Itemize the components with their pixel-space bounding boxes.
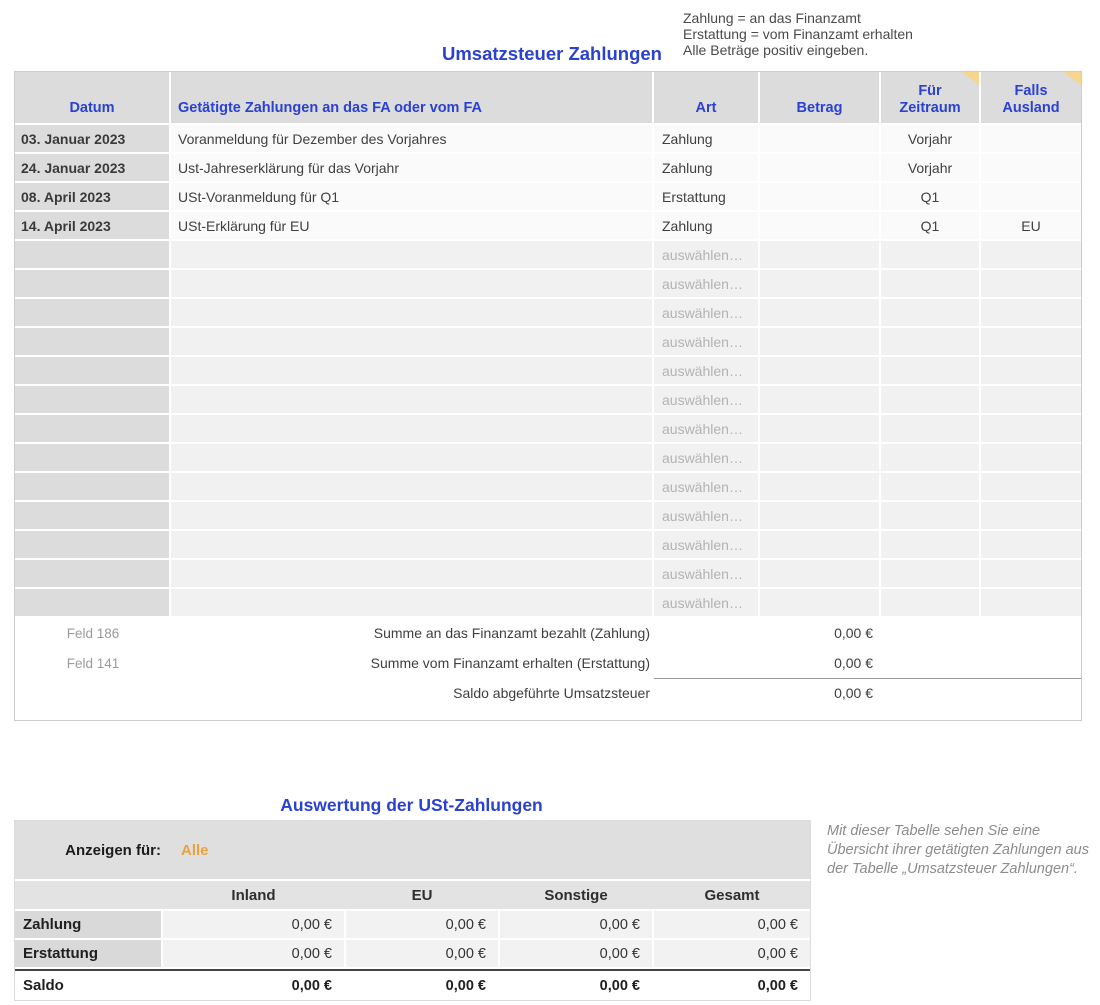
auswertung-value-eu: 0,00 €	[346, 911, 498, 938]
comment-indicator-icon[interactable]	[1064, 72, 1081, 85]
legend-line-betraege: Alle Beträge positiv eingeben.	[683, 42, 869, 58]
cell-zeitraum-dropdown[interactable]	[881, 502, 979, 529]
cell-ausland-dropdown[interactable]	[981, 473, 1081, 500]
cell-ausland-dropdown[interactable]	[981, 357, 1081, 384]
cell-beschreibung[interactable]	[171, 560, 652, 587]
summary-row-label: Saldo abgeführte Umsatzsteuer	[453, 685, 650, 701]
cell-datum[interactable]	[15, 328, 169, 355]
cell-art-dropdown[interactable]: auswählen…	[654, 473, 758, 500]
cell-betrag[interactable]	[760, 415, 879, 442]
table-row	[15, 560, 1081, 587]
cell-betrag[interactable]	[760, 183, 879, 210]
table-row	[15, 212, 1081, 239]
table-row	[15, 415, 1081, 442]
ust-table-header-row	[15, 72, 1081, 123]
filter-label: Anzeigen für:	[65, 841, 161, 859]
table-row	[15, 183, 1081, 210]
comment-indicator-icon[interactable]	[962, 72, 979, 85]
header-ausland: Falls Ausland	[981, 72, 1081, 123]
cell-beschreibung[interactable]	[171, 589, 652, 616]
cell-art-dropdown[interactable]: Erstattung	[654, 183, 758, 210]
cell-betrag[interactable]	[760, 560, 879, 587]
cell-betrag[interactable]	[760, 386, 879, 413]
auswertung-value-sonstige: 0,00 €	[500, 911, 652, 938]
cell-zeitraum-dropdown[interactable]	[881, 415, 979, 442]
cell-betrag[interactable]	[760, 444, 879, 471]
cell-beschreibung[interactable]	[171, 386, 652, 413]
table-row	[15, 241, 1081, 268]
summary-row	[15, 678, 1081, 708]
cell-beschreibung[interactable]: USt-Erklärung für EU	[171, 212, 652, 239]
cell-datum[interactable]	[15, 241, 169, 268]
auswertung-value-eu: 0,00 €	[346, 940, 498, 967]
table-row	[15, 328, 1081, 355]
summary-row-label: Summe vom Finanzamt erhalten (Erstattung)	[370, 655, 650, 671]
cell-beschreibung[interactable]	[171, 299, 652, 326]
cell-datum[interactable]	[15, 270, 169, 297]
auswertung-value-inland: 0,00 €	[163, 940, 344, 967]
cell-betrag[interactable]	[760, 154, 879, 181]
ust-zahlungen-table	[14, 71, 1082, 721]
table-row	[15, 502, 1081, 529]
auswertung-table-title: Auswertung der USt-Zahlungen	[280, 795, 543, 815]
auswertung-side-note: Mit dieser Tabelle sehen Sie eine Übersicht ihrer getätigten Zahlungen aus der Tabelle „Umsatzsteuer Zahlungen“.	[827, 823, 1089, 878]
cell-art-dropdown[interactable]: auswählen…	[654, 502, 758, 529]
auswertung-value-gesamt: 0,00 €	[654, 971, 810, 1000]
cell-beschreibung[interactable]	[171, 415, 652, 442]
cell-art-dropdown[interactable]: auswählen…	[654, 531, 758, 558]
cell-zeitraum-dropdown[interactable]	[881, 531, 979, 558]
legend-note	[683, 10, 913, 58]
cell-datum[interactable]	[15, 502, 169, 529]
cell-zeitraum-dropdown[interactable]: Q1	[881, 212, 979, 239]
table-row	[15, 531, 1081, 558]
cell-betrag[interactable]	[760, 270, 879, 297]
auswertung-row-label: Erstattung	[15, 940, 161, 967]
cell-datum[interactable]	[15, 357, 169, 384]
cell-art-dropdown[interactable]: auswählen…	[654, 589, 758, 616]
legend-line-erstattung: Erstattung = vom Finanzamt erhalten	[683, 26, 913, 42]
cell-zeitraum-dropdown[interactable]	[881, 299, 979, 326]
table-row	[15, 125, 1081, 152]
cell-datum[interactable]: 14. April 2023	[15, 212, 169, 239]
ust-table-summary	[15, 618, 1081, 708]
table-row	[15, 299, 1081, 326]
cell-zeitraum-dropdown[interactable]	[881, 328, 979, 355]
cell-betrag[interactable]	[760, 357, 879, 384]
cell-zeitraum-dropdown[interactable]: Q1	[881, 183, 979, 210]
cell-ausland-dropdown[interactable]	[981, 183, 1081, 210]
summary-row	[15, 648, 1081, 678]
cell-zeitraum-dropdown[interactable]: Vorjahr	[881, 154, 979, 181]
auswertung-value-sonstige: 0,00 €	[500, 940, 652, 967]
cell-beschreibung[interactable]	[171, 473, 652, 500]
cell-zeitraum-dropdown[interactable]	[881, 270, 979, 297]
cell-ausland-dropdown[interactable]	[981, 154, 1081, 181]
auswertung-row-label: Zahlung	[15, 911, 161, 938]
cell-datum[interactable]	[15, 589, 169, 616]
auswertung-value-gesamt: 0,00 €	[654, 911, 810, 938]
ust-table-title: Umsatzsteuer Zahlungen	[442, 43, 662, 64]
cell-zeitraum-dropdown[interactable]	[881, 241, 979, 268]
header-eu: EU	[411, 886, 433, 904]
table-row	[15, 357, 1081, 384]
cell-ausland-dropdown[interactable]	[981, 531, 1081, 558]
cell-art-dropdown[interactable]: Zahlung	[654, 125, 758, 152]
cell-betrag[interactable]	[760, 212, 879, 239]
auswertung-row-label: Saldo	[15, 971, 161, 1000]
cell-art-dropdown[interactable]: auswählen…	[654, 386, 758, 413]
cell-datum[interactable]: 08. April 2023	[15, 183, 169, 210]
cell-ausland-dropdown[interactable]	[981, 386, 1081, 413]
summary-row-label: Summe an das Finanzamt bezahlt (Zahlung)	[373, 625, 650, 641]
header-zeitraum: Für Zeitraum	[881, 72, 979, 123]
auswertung-row	[15, 940, 810, 967]
header-betrag: Betrag	[760, 72, 879, 123]
cell-datum[interactable]	[15, 444, 169, 471]
cell-datum[interactable]	[15, 299, 169, 326]
cell-ausland-dropdown[interactable]	[981, 444, 1081, 471]
cell-datum[interactable]: 24. Januar 2023	[15, 154, 169, 181]
table-row	[15, 154, 1081, 181]
cell-datum[interactable]	[15, 531, 169, 558]
auswertung-table	[14, 820, 811, 1001]
cell-zeitraum-dropdown[interactable]	[881, 444, 979, 471]
cell-art-dropdown[interactable]: auswählen…	[654, 444, 758, 471]
cell-ausland-dropdown[interactable]	[981, 502, 1081, 529]
saldo-divider-line	[654, 678, 1081, 679]
cell-betrag[interactable]	[760, 299, 879, 326]
cell-ausland-dropdown[interactable]: EU	[981, 212, 1081, 239]
cell-datum[interactable]	[15, 560, 169, 587]
cell-ausland-dropdown[interactable]	[981, 589, 1081, 616]
header-datum: Datum	[15, 72, 169, 123]
summary-feld-label: Feld 186	[66, 625, 120, 641]
cell-beschreibung[interactable]: Ust-Jahreserklärung für das Vorjahr	[171, 154, 652, 181]
cell-zeitraum-dropdown[interactable]	[881, 560, 979, 587]
cell-beschreibung[interactable]	[171, 241, 652, 268]
auswertung-value-gesamt: 0,00 €	[654, 940, 810, 967]
cell-betrag[interactable]	[760, 328, 879, 355]
cell-zeitraum-dropdown[interactable]: Vorjahr	[881, 125, 979, 152]
cell-art-dropdown[interactable]: Zahlung	[654, 212, 758, 239]
cell-datum[interactable]	[15, 473, 169, 500]
cell-ausland-dropdown[interactable]	[981, 415, 1081, 442]
auswertung-table-body	[15, 911, 810, 1000]
summary-feld-label: Feld 141	[66, 655, 120, 671]
header-sonstige: Sonstige	[544, 886, 608, 904]
filter-row	[15, 821, 810, 879]
cell-beschreibung[interactable]	[171, 444, 652, 471]
table-row	[15, 270, 1081, 297]
header-beschreibung: Getätigte Zahlungen an das FA oder vom FA	[171, 72, 652, 123]
auswertung-value-inland: 0,00 €	[163, 911, 344, 938]
cell-ausland-dropdown[interactable]	[981, 299, 1081, 326]
header-gesamt: Gesamt	[704, 886, 760, 904]
cell-beschreibung[interactable]: Voranmeldung für Dezember des Vorjahres	[171, 125, 652, 152]
header-art: Art	[654, 72, 758, 123]
cell-zeitraum-dropdown[interactable]	[881, 357, 979, 384]
cell-datum[interactable]	[15, 386, 169, 413]
cell-beschreibung[interactable]: USt-Voranmeldung für Q1	[171, 183, 652, 210]
cell-art-dropdown[interactable]: auswählen…	[654, 560, 758, 587]
cell-ausland-dropdown[interactable]	[981, 328, 1081, 355]
cell-zeitraum-dropdown[interactable]	[881, 386, 979, 413]
cell-art-dropdown[interactable]: auswählen…	[654, 357, 758, 384]
auswertung-row	[15, 911, 810, 938]
auswertung-value-sonstige: 0,00 €	[500, 971, 652, 1000]
filter-value-dropdown[interactable]: Alle	[181, 841, 209, 859]
cell-art-dropdown[interactable]: auswählen…	[654, 415, 758, 442]
cell-ausland-dropdown[interactable]	[981, 270, 1081, 297]
cell-ausland-dropdown[interactable]	[981, 125, 1081, 152]
cell-beschreibung[interactable]	[171, 502, 652, 529]
cell-beschreibung[interactable]	[171, 270, 652, 297]
cell-datum[interactable]	[15, 415, 169, 442]
cell-betrag[interactable]	[760, 241, 879, 268]
cell-zeitraum-dropdown[interactable]	[881, 473, 979, 500]
table-row	[15, 444, 1081, 471]
cell-datum[interactable]: 03. Januar 2023	[15, 125, 169, 152]
table-row	[15, 386, 1081, 413]
auswertung-header-row	[15, 881, 810, 909]
cell-beschreibung[interactable]	[171, 357, 652, 384]
cell-art-dropdown[interactable]: auswählen…	[654, 270, 758, 297]
summary-row-value: 0,00 €	[834, 655, 873, 671]
summary-row-value: 0,00 €	[834, 625, 873, 641]
auswertung-value-inland: 0,00 €	[163, 971, 344, 1000]
auswertung-row	[15, 969, 810, 1000]
legend-line-zahlung: Zahlung = an das Finanzamt	[683, 10, 861, 26]
table-row	[15, 589, 1081, 616]
cell-betrag[interactable]	[760, 589, 879, 616]
summary-row-value: 0,00 €	[834, 685, 873, 701]
cell-art-dropdown[interactable]: auswählen…	[654, 328, 758, 355]
cell-beschreibung[interactable]	[171, 531, 652, 558]
cell-art-dropdown[interactable]: auswählen…	[654, 299, 758, 326]
table-row	[15, 473, 1081, 500]
cell-art-dropdown[interactable]: auswählen…	[654, 241, 758, 268]
cell-betrag[interactable]	[760, 531, 879, 558]
cell-betrag[interactable]	[760, 473, 879, 500]
cell-ausland-dropdown[interactable]	[981, 241, 1081, 268]
summary-row	[15, 618, 1081, 648]
ust-table-body	[15, 125, 1081, 616]
cell-betrag[interactable]	[760, 502, 879, 529]
auswertung-value-eu: 0,00 €	[346, 971, 498, 1000]
cell-beschreibung[interactable]	[171, 328, 652, 355]
cell-ausland-dropdown[interactable]	[981, 560, 1081, 587]
header-inland: Inland	[231, 886, 276, 904]
cell-betrag[interactable]	[760, 125, 879, 152]
cell-art-dropdown[interactable]: Zahlung	[654, 154, 758, 181]
cell-zeitraum-dropdown[interactable]	[881, 589, 979, 616]
